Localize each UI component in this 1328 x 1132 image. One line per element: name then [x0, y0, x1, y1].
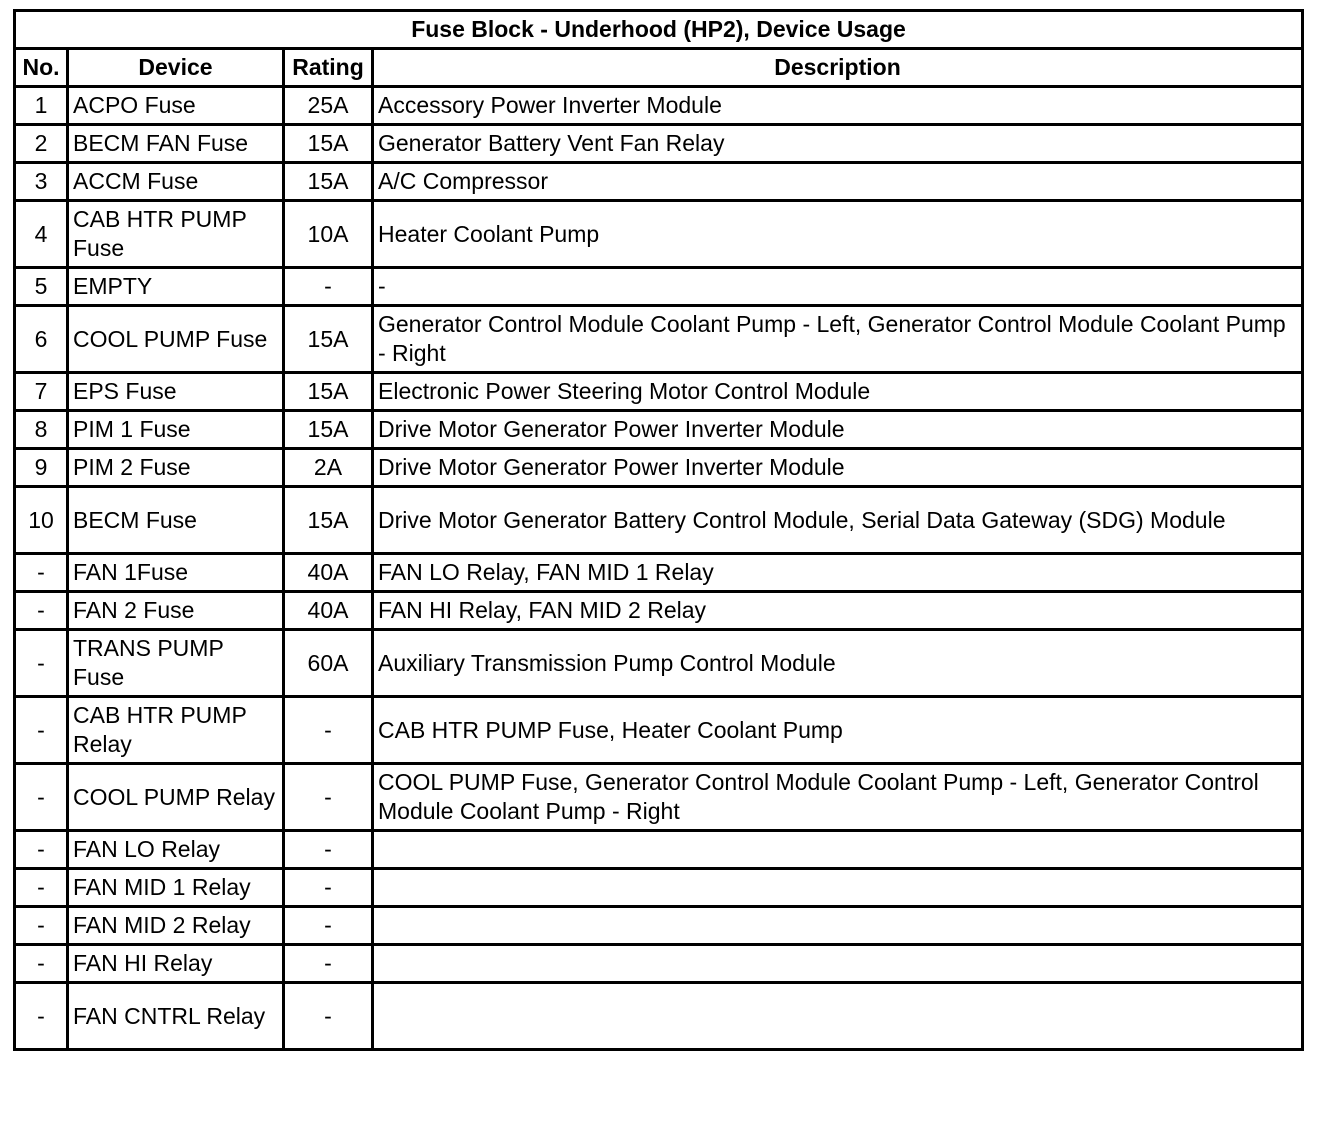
cell-description: [373, 945, 1303, 983]
cell-rating: -: [284, 945, 373, 983]
cell-device: FAN 1Fuse: [68, 554, 284, 592]
table-row: [15, 907, 1303, 945]
table-row: [15, 869, 1303, 907]
cell-device: COOL PUMP Relay: [68, 764, 284, 831]
table-row: [15, 201, 1303, 268]
cell-device: EPS Fuse: [68, 373, 284, 411]
cell-device: PIM 1 Fuse: [68, 411, 284, 449]
cell-device: CAB HTR PUMP Relay: [68, 697, 284, 764]
table-row: [15, 373, 1303, 411]
cell-no: 2: [15, 125, 68, 163]
cell-device: BECM FAN Fuse: [68, 125, 284, 163]
cell-device: CAB HTR PUMP Fuse: [68, 201, 284, 268]
cell-no: -: [15, 983, 68, 1050]
table-title: Fuse Block - Underhood (HP2), Device Usage: [15, 11, 1303, 49]
cell-description: Auxiliary Transmission Pump Control Module: [373, 630, 1303, 697]
cell-rating: 10A: [284, 201, 373, 268]
cell-device: FAN MID 1 Relay: [68, 869, 284, 907]
cell-rating: -: [284, 907, 373, 945]
header-description: Description: [373, 49, 1303, 87]
cell-description: Drive Motor Generator Power Inverter Module: [373, 449, 1303, 487]
cell-device: PIM 2 Fuse: [68, 449, 284, 487]
table-row: [15, 411, 1303, 449]
cell-description: -: [373, 268, 1303, 306]
cell-description: CAB HTR PUMP Fuse, Heater Coolant Pump: [373, 697, 1303, 764]
table-header-row: [15, 49, 1303, 87]
cell-no: 9: [15, 449, 68, 487]
cell-description: FAN LO Relay, FAN MID 1 Relay: [373, 554, 1303, 592]
cell-description: FAN HI Relay, FAN MID 2 Relay: [373, 592, 1303, 630]
cell-rating: -: [284, 268, 373, 306]
cell-no: 1: [15, 87, 68, 125]
cell-description: [373, 983, 1303, 1050]
header-device: Device: [68, 49, 284, 87]
cell-no: -: [15, 764, 68, 831]
cell-rating: -: [284, 869, 373, 907]
cell-rating: 15A: [284, 373, 373, 411]
cell-rating: 25A: [284, 87, 373, 125]
cell-description: Generator Battery Vent Fan Relay: [373, 125, 1303, 163]
cell-device: FAN MID 2 Relay: [68, 907, 284, 945]
cell-description: [373, 831, 1303, 869]
fuse-usage-table: [13, 9, 1304, 1051]
cell-rating: 15A: [284, 306, 373, 373]
cell-description: [373, 869, 1303, 907]
cell-no: -: [15, 697, 68, 764]
cell-device: BECM Fuse: [68, 487, 284, 554]
cell-device: COOL PUMP Fuse: [68, 306, 284, 373]
table-row: [15, 125, 1303, 163]
cell-device: ACPO Fuse: [68, 87, 284, 125]
header-no: No.: [15, 49, 68, 87]
cell-rating: -: [284, 764, 373, 831]
cell-rating: 15A: [284, 163, 373, 201]
cell-device: EMPTY: [68, 268, 284, 306]
table-row: [15, 831, 1303, 869]
table-row: [15, 268, 1303, 306]
table-row: [15, 163, 1303, 201]
table-row: [15, 983, 1303, 1050]
cell-no: -: [15, 554, 68, 592]
cell-description: Heater Coolant Pump: [373, 201, 1303, 268]
table-row: [15, 592, 1303, 630]
cell-device: FAN LO Relay: [68, 831, 284, 869]
cell-no: -: [15, 907, 68, 945]
cell-no: -: [15, 869, 68, 907]
cell-rating: -: [284, 983, 373, 1050]
cell-description: Drive Motor Generator Power Inverter Module: [373, 411, 1303, 449]
cell-device: ACCM Fuse: [68, 163, 284, 201]
table-title-row: [15, 11, 1303, 49]
cell-no: 5: [15, 268, 68, 306]
cell-device: FAN 2 Fuse: [68, 592, 284, 630]
cell-description: Generator Control Module Coolant Pump - Left, Generator Control Module Coolant Pump - Right: [373, 306, 1303, 373]
table-row: [15, 697, 1303, 764]
cell-no: 8: [15, 411, 68, 449]
cell-rating: 40A: [284, 592, 373, 630]
table-row: [15, 487, 1303, 554]
cell-no: -: [15, 630, 68, 697]
cell-rating: 40A: [284, 554, 373, 592]
cell-rating: 60A: [284, 630, 373, 697]
cell-no: -: [15, 831, 68, 869]
cell-no: 3: [15, 163, 68, 201]
cell-no: 7: [15, 373, 68, 411]
cell-description: A/C Compressor: [373, 163, 1303, 201]
cell-description: Accessory Power Inverter Module: [373, 87, 1303, 125]
cell-description: COOL PUMP Fuse, Generator Control Module Coolant Pump - Left, Generator Control Module Coolant Pump - Right: [373, 764, 1303, 831]
cell-no: 10: [15, 487, 68, 554]
cell-rating: 2A: [284, 449, 373, 487]
cell-no: -: [15, 945, 68, 983]
cell-rating: -: [284, 831, 373, 869]
table-row: [15, 764, 1303, 831]
cell-no: 6: [15, 306, 68, 373]
cell-description: Electronic Power Steering Motor Control Module: [373, 373, 1303, 411]
cell-description: [373, 907, 1303, 945]
table-row: [15, 87, 1303, 125]
cell-rating: 15A: [284, 125, 373, 163]
table-row: [15, 630, 1303, 697]
cell-device: FAN HI Relay: [68, 945, 284, 983]
table-row: [15, 945, 1303, 983]
cell-no: -: [15, 592, 68, 630]
cell-device: TRANS PUMP Fuse: [68, 630, 284, 697]
table-row: [15, 306, 1303, 373]
cell-device: FAN CNTRL Relay: [68, 983, 284, 1050]
cell-rating: 15A: [284, 487, 373, 554]
cell-rating: -: [284, 697, 373, 764]
cell-description: Drive Motor Generator Battery Control Module, Serial Data Gateway (SDG) Module: [373, 487, 1303, 554]
table-row: [15, 554, 1303, 592]
cell-no: 4: [15, 201, 68, 268]
header-rating: Rating: [284, 49, 373, 87]
table-row: [15, 449, 1303, 487]
cell-rating: 15A: [284, 411, 373, 449]
